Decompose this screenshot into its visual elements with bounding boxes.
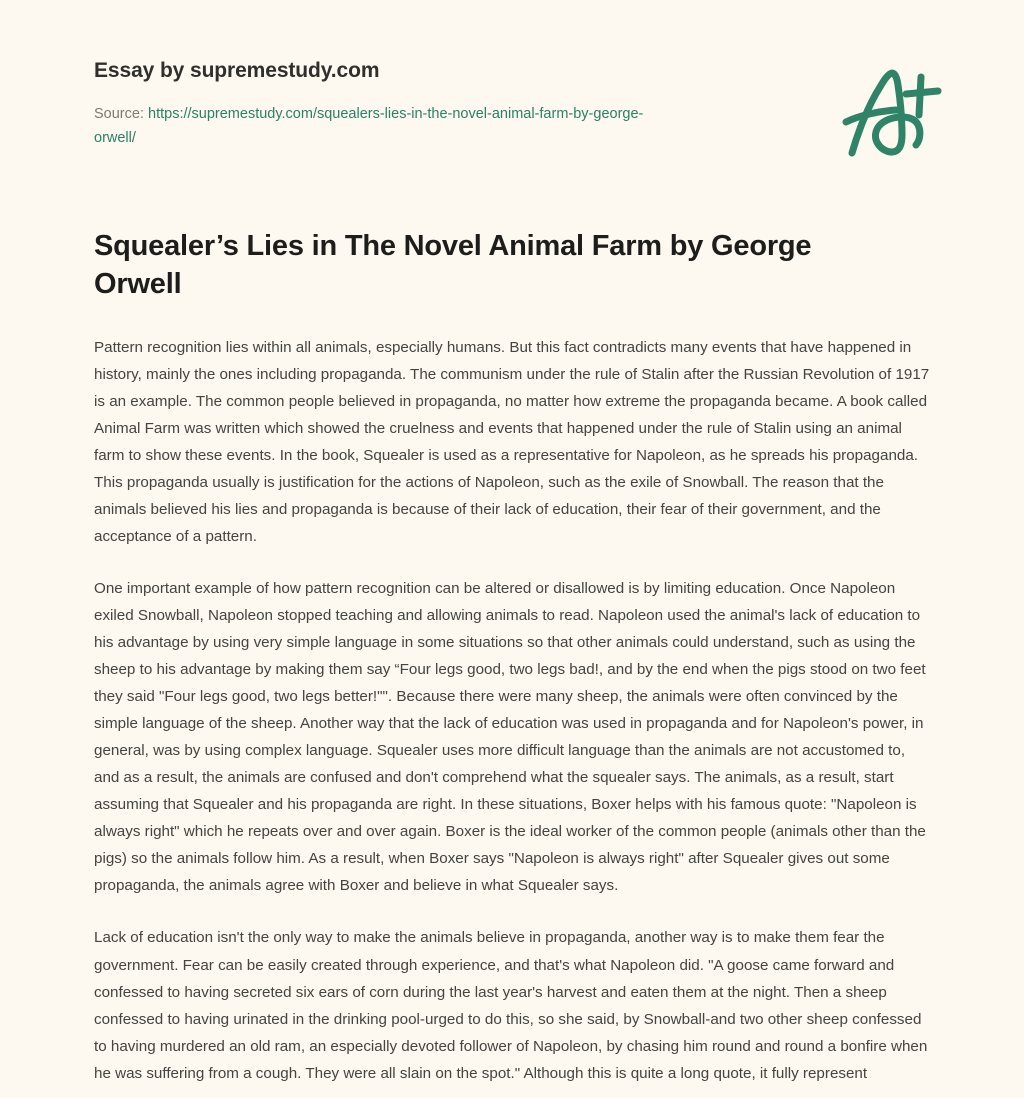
page-title: Squealer’s Lies in The Novel Animal Farm by George Orwell bbox=[94, 230, 812, 300]
article bbox=[0, 228, 1024, 1087]
a-plus-logo-icon bbox=[818, 52, 968, 172]
source-label: Source: bbox=[94, 106, 144, 123]
essay-by-heading: Essay by supremestudy.com bbox=[94, 59, 380, 82]
source-url-link[interactable]: https://supremestudy.com/squealers-lies-in-the-novel-animal-farm-by-george-orwell/ bbox=[94, 106, 644, 146]
article-body bbox=[94, 334, 930, 1087]
article-paragraph: One important example of how pattern recognition can be altered or disallowed is by limiting education. Once Napoleon exiled Snowball, Napoleon stopped teaching and allowing animals to read. Napoleon used the animal's lack of education to his advantage by using very simple language in some situations so that other animals could understand, such as using the sheep to his advantage by making them say “Four legs good, two legs bad!, and by the end when the pigs stood on two feet they said "Four legs good, two legs better!"". Because there were many sheep, the animals were often convinced by the simple language of the sheep. Another way that the lack of education was used in propaganda and for Napoleon's power, in general, was by using complex language. Squealer uses more difficult language than the animals are not accustomed to, and as a result, the animals are confused and don't comprehend what the squealer says. The animals, as a result, start assuming that Squealer and his propaganda are right. In these situations, Boxer helps with his famous quote: "Napoleon is always right" which he repeats over and over again. Boxer is the ideal worker of the common people (animals other than the pigs) so the animals follow him. As a result, when Boxer says "Napoleon is always right" after Squealer gives out some propaganda, the animals agree with Boxer and believe in what Squealer says. bbox=[94, 579, 926, 895]
source-line bbox=[94, 103, 674, 150]
page-header bbox=[0, 0, 1024, 150]
article-paragraph: Lack of education isn't the only way to make the animals believe in propaganda, another way is to make them fear the government. Fear can be easily created through experience, and that's what Napoleon did. "A goose came forward and confessed to having secreted six ears of corn during the last year's harvest and eaten them at the night. Then a sheep confessed to having urinated in the drinking pool-urged to do this, so she said, by Snowball-and two other sheep confessed to having murdered an old ram, an especially devoted follower of Napoleon, by chasing him round and round a bonfire when he was suffering from a cough. They were all slain on the spot." Although this is quite a long quote, it fully represent bbox=[94, 929, 928, 1082]
article-paragraph: Pattern recognition lies within all animals, especially humans. But this fact contradicts many events that have happened in history, mainly the ones including propaganda. The communism under the rule of Stalin after the Russian Revolution of 1917 is an example. The common people believed in propaganda, no matter how extreme the propaganda became. A book called Animal Farm was written which showed the cruelness and events that happened under the rule of Stalin using an animal farm to show these events. In the book, Squealer is used as a representative for Napoleon, as he spreads his propaganda. This propaganda usually is justification for the actions of Napoleon, such as the exile of Snowball. The reason that the animals believed his lies and propaganda is because of their lack of education, their fear of their government, and the acceptance of a pattern. bbox=[94, 338, 930, 545]
